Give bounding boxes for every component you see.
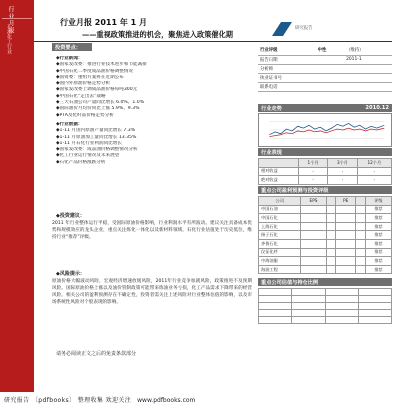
company-name: 扬子石化: [259, 231, 301, 240]
trend-date: 2010.12: [365, 105, 389, 111]
table-cell: [336, 214, 356, 223]
cell-label: 执业证书号: [258, 73, 316, 82]
brand-logo: [272, 22, 391, 36]
company-name: 中海油服: [259, 257, 301, 266]
cell-label: 行业评级: [258, 46, 316, 55]
rating-cell: 推荐: [365, 231, 391, 240]
cell-value: [316, 82, 344, 91]
section-bar-perf: [258, 148, 392, 156]
table-row: [259, 222, 392, 231]
table-header-row: [259, 197, 392, 206]
table-row: [259, 214, 392, 223]
table-cell: [292, 310, 325, 317]
table-cell: [301, 222, 326, 231]
company-name: 中国石化: [259, 214, 301, 223]
cell-value: [316, 73, 344, 82]
group-heading: ◆行业数据：: [56, 122, 83, 127]
col-header: 1个月: [298, 159, 327, 168]
cell-label: 分析师: [258, 64, 316, 73]
table-cell: [358, 303, 391, 310]
list-item: ◆1-11 月国内原油产量同比增长 7.3%: [56, 128, 136, 134]
table-cell: [336, 248, 356, 257]
table-row: [258, 82, 392, 91]
table-cell: -: [328, 176, 357, 185]
table-cell: [356, 214, 366, 223]
footer-text: 研究报告 〔pdfbooks〕 整理收集 欢迎关注: [4, 397, 132, 404]
cell-sub: 2011-1: [344, 55, 392, 64]
section-bar-companies: [258, 186, 392, 194]
table-cell: -: [357, 167, 391, 176]
table-cell: [356, 265, 366, 274]
table-cell: [336, 265, 356, 274]
list-item: ◆中国石化“走出去”战略: [56, 93, 106, 99]
companies-title: 重点公司盈利预测与投资评级: [261, 188, 329, 194]
section-bar-key-points: [52, 43, 92, 51]
col-header: [259, 159, 299, 168]
row-label: 相对收益: [259, 167, 299, 176]
cell-sub: [344, 82, 392, 91]
table-cell: [326, 239, 336, 248]
header-rule: [34, 41, 392, 42]
table-row: [259, 239, 392, 248]
company-name: 上海石化: [259, 222, 301, 231]
table-cell: [301, 248, 326, 257]
table-row: [258, 55, 392, 64]
rating-cell: 推荐: [365, 214, 391, 223]
disclaimer-note: 请务必阅读正文之后的免责条款部分: [56, 351, 137, 357]
table-cell: [336, 257, 356, 266]
sidebar-divider: [2, 18, 32, 19]
rating-table: [258, 46, 392, 92]
table-row: [259, 310, 392, 317]
table-cell: [259, 296, 292, 303]
table-cell: [326, 231, 336, 240]
table-cell: [259, 303, 292, 310]
table-cell: [292, 289, 325, 296]
table-cell: [336, 239, 356, 248]
table-cell: [326, 248, 336, 257]
list-item: ◆国际油价月均价同比上涨 5.9%、9.3%: [56, 106, 140, 112]
rating-cell: 推荐: [365, 265, 391, 274]
rating-cell: 推荐: [365, 257, 391, 266]
list-item: ◆国家发改委：成品油价格调整情况分析: [56, 147, 138, 153]
rating-cell: 推荐: [365, 239, 391, 248]
list-item: ◆国资委：重组方案将在近期公布: [56, 74, 124, 80]
table-cell: [325, 289, 358, 296]
cell-sub: [344, 64, 392, 73]
table-cell: [356, 239, 366, 248]
table-cell: [336, 231, 356, 240]
list-item: ◆国家发改委上调成品油价格每吨300元: [56, 87, 138, 93]
table-row: [259, 317, 392, 324]
table-cell: [259, 317, 292, 324]
holdings-title: 重点公司估值与持仓比例: [261, 280, 319, 286]
list-item: ◆中国石化二季度成品油价格调整情况: [56, 68, 134, 74]
table-cell: -: [298, 176, 327, 185]
company-name: 齐鲁石化: [259, 239, 301, 248]
table-cell: [301, 239, 326, 248]
data-group: [56, 122, 252, 166]
company-name: 中国石油: [259, 205, 301, 214]
cell-sub: [344, 73, 392, 82]
table-row: [259, 176, 392, 185]
logo-text: 研究报告: [295, 26, 313, 31]
col-header: [326, 197, 336, 206]
list-item: ◆国家发改委：推进行业技术进步和节能减排: [56, 62, 147, 68]
col-header: EPS: [301, 197, 326, 206]
table-cell: [292, 317, 325, 324]
col-header: PE: [336, 197, 356, 206]
table-cell: [336, 205, 356, 214]
table-header-row: [259, 159, 392, 168]
logo-icon: [272, 22, 292, 36]
news-group: [56, 56, 252, 119]
table-cell: [325, 310, 358, 317]
company-name: 仪征化纤: [259, 248, 301, 257]
section-bar-holdings: [258, 278, 392, 286]
cell-label: 联系电话: [258, 82, 316, 91]
table-cell: [292, 303, 325, 310]
report-title: 行业月报 2011 年 1 月: [60, 18, 147, 27]
col-header: 12个月: [357, 159, 391, 168]
group-heading: ◆行业新闻：: [56, 56, 83, 61]
table-cell: [356, 231, 366, 240]
list-item: ◆国内外原油价格走势分析: [56, 81, 111, 87]
sidebar-sub-label: 石油化工行业: [6, 24, 12, 54]
risk-heading: ◆风险提示：: [56, 271, 85, 277]
table-cell: [301, 214, 326, 223]
table-cell: [336, 222, 356, 231]
list-item: ◆1-11 月原油加工量同比增长 13.35%: [56, 134, 137, 140]
companies-table: [258, 196, 392, 274]
col-header: 公司: [259, 197, 301, 206]
table-row: [259, 265, 392, 274]
perf-table: [258, 158, 392, 185]
table-cell: -: [357, 176, 391, 185]
table-row: [259, 248, 392, 257]
table-cell: [301, 205, 326, 214]
table-row: [259, 231, 392, 240]
list-item: ◆1-11 月石化行业利润同比增长: [56, 140, 122, 146]
col-header: 3个月: [328, 159, 357, 168]
table-row: [259, 167, 392, 176]
footer-url[interactable]: www.pdfbooks.com: [137, 397, 196, 404]
section-bar-trend: [258, 104, 392, 112]
rating-cell: 推荐: [365, 205, 391, 214]
table-row: [259, 303, 392, 310]
table-cell: [301, 265, 326, 274]
company-name: 海油工程: [259, 265, 301, 274]
list-item: ◆PTA及化纤品价格走势分析: [56, 112, 114, 118]
table-cell: [325, 303, 358, 310]
sidebar-band: [0, 0, 34, 392]
col-header: [356, 197, 366, 206]
table-row: [259, 289, 392, 296]
table-cell: -: [328, 167, 357, 176]
table-row: [259, 257, 392, 266]
cell-label: 报告日期: [258, 55, 316, 64]
table-cell: [326, 222, 336, 231]
holdings-table: [258, 288, 392, 324]
table-row: [258, 64, 392, 73]
table-cell: [356, 222, 366, 231]
table-cell: [292, 296, 325, 303]
table-cell: [259, 289, 292, 296]
cell-sub: （维持）: [344, 46, 392, 55]
table-cell: [358, 296, 391, 303]
page-footer: [4, 395, 396, 404]
list-item: ◆石化产品价格涨跌分析: [56, 159, 106, 165]
cell-value: [316, 64, 344, 73]
table-row: [259, 205, 392, 214]
list-item: ◆三大石油公司产量同比增长 6.0%、1.0%: [56, 100, 145, 106]
table-cell: [325, 317, 358, 324]
trend-title: 行业走势: [261, 106, 282, 112]
table-cell: [325, 296, 358, 303]
rating-cell: 推荐: [365, 222, 391, 231]
table-cell: [326, 214, 336, 223]
table-cell: [358, 289, 391, 296]
cell-value: [316, 55, 344, 64]
table-cell: [301, 231, 326, 240]
report-subtitle: ——重视政策推进的机会，聚焦进入政策催化期: [82, 30, 233, 39]
table-cell: [326, 205, 336, 214]
col-header: 评级: [365, 197, 391, 206]
table-row: [258, 46, 392, 55]
table-cell: [326, 265, 336, 274]
table-cell: -: [298, 167, 327, 176]
list-item: ◆化工行业运行情况及未来展望: [56, 153, 120, 159]
table-row: [259, 296, 392, 303]
perf-title: 行业表现: [261, 150, 282, 156]
table-cell: [259, 310, 292, 317]
table-cell: [301, 257, 326, 266]
table-cell: [326, 257, 336, 266]
table-cell: [358, 317, 391, 324]
table-cell: [358, 310, 391, 317]
sidebar-label: 行业月报: [7, 6, 14, 34]
table-row: [258, 73, 392, 82]
table-cell: [356, 248, 366, 257]
cell-value: 中性: [316, 46, 344, 55]
table-cell: [356, 205, 366, 214]
rating-cell: 推荐: [365, 248, 391, 257]
invest-heading: ◆投资建议：: [56, 213, 85, 219]
invest-paragraph: 2011 年行业整体运行平稳，受国际原油价格影响，行业利润水平有所波动。建议关注具备成本优势和规模效应的龙头企业，重点关注炼化一体化以及新材料领域，石化行业估值处于历史低位，维持行业“推荐”评级。: [52, 221, 252, 240]
trend-chart: [258, 113, 392, 147]
row-label: 绝对收益: [259, 176, 299, 185]
risk-paragraph: 原油价格大幅波动风险，宏观经济增速放缓风险，2011年行业竞争加剧风险，政策推进不及预期风险。国际原油价格上涨以及油价管制政策可能带来炼油业务亏损，化工产品需求下降带来的经营风险。相关公司的盈利预测存在不确定性，投资者需关注上述风险对行业整体估值的影响，以及市场系统性风险对个股表现的影响。: [52, 279, 252, 305]
table-cell: [356, 257, 366, 266]
section-title: 投资要点：: [55, 45, 81, 51]
